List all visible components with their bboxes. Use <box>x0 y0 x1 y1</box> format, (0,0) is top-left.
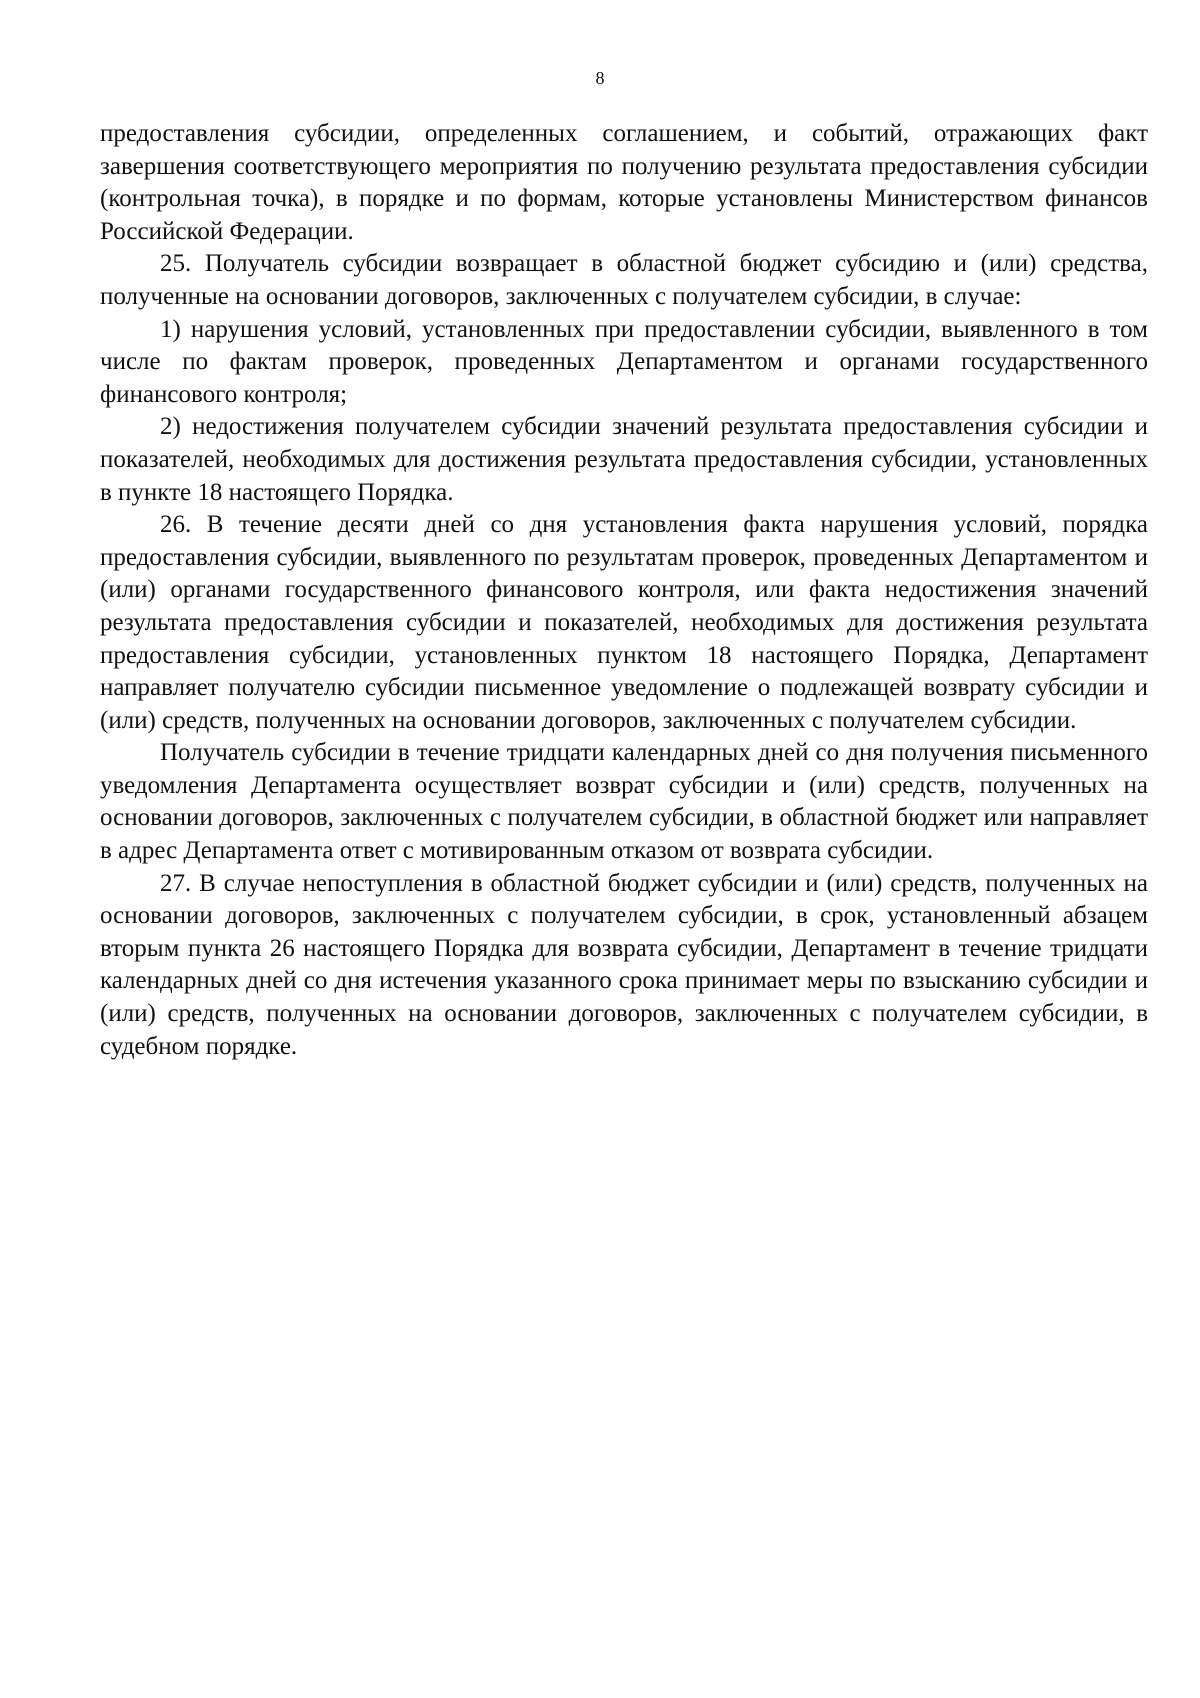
paragraph-clause-25-item-1: 1) нарушения условий, установленных при предоставлении субсидии, выявленного в том числе по фактам проверок, проведенных Департаментом и органами государственного финансового контроля; <box>100 315 1148 408</box>
paragraph-clause-26-part-2: Получатель субсидии в течение тридцати календарных дней со дня получения письменного уведомления Департамента осуществляет возврат субсидии и (или) средств, полученных на основании договоров, заключенных с получателем субсидии, в областной бюджет или направляет в адрес Департамента ответ с мотивированным отказом от возврата субсидии. <box>100 739 1148 865</box>
paragraph-clause-25-item-2: 2) недостижения получателем субсидии значений результата предоставления субсидии и показателей, необходимых для достижения результата предоставления субсидии, установленных в пункте 18 настоящего Порядка. <box>100 413 1148 506</box>
document-body <box>100 118 1148 1063</box>
paragraph-continuation: предоставления субсидии, определенных соглашением, и событий, отражающих факт завершения соответствующего мероприятия по получению результата предоставления субсидии (контрольная точка), в порядке и по формам, которые установлены Министерством финансов Российской Федерации. <box>100 120 1148 245</box>
paragraph-clause-27: 27. В случае непоступления в областной бюджет субсидии и (или) средств, полученных на основании договоров, заключенных с получателем субсидии, в срок, установленный абзацем вторым пункта 26 настоящего Порядка для возврата субсидии, Департамент в течение тридцати календарных дней со дня истечения указанного срока принимает меры по взысканию субсидии и (или) средств, полученных на основании договоров, заключенных с получателем субсидии, в судебном порядке. <box>100 869 1148 1060</box>
paragraph-clause-26: 26. В течение десяти дней со дня установления факта нарушения условий, порядка предоставления субсидии, выявленного по результатам проверок, проведенных Департаментом и (или) органами государственного финансового контроля, или факта недостижения значений результата предоставления субсидии и показателей, необходимых для достижения результата предоставления субсидии, установленных пунктом 18 настоящего Порядка, Департамент направляет получателю субсидии письменное уведомление о подлежащей возврату субсидии и (или) средств, полученных на основании договоров, заключенных с получателем субсидии. <box>100 511 1148 734</box>
page-number: 8 <box>595 68 605 88</box>
paragraph-clause-25: 25. Получатель субсидии возвращает в областной бюджет субсидию и (или) средства, полученные на основании договоров, заключенных с получателем субсидии, в случае: <box>100 250 1148 310</box>
